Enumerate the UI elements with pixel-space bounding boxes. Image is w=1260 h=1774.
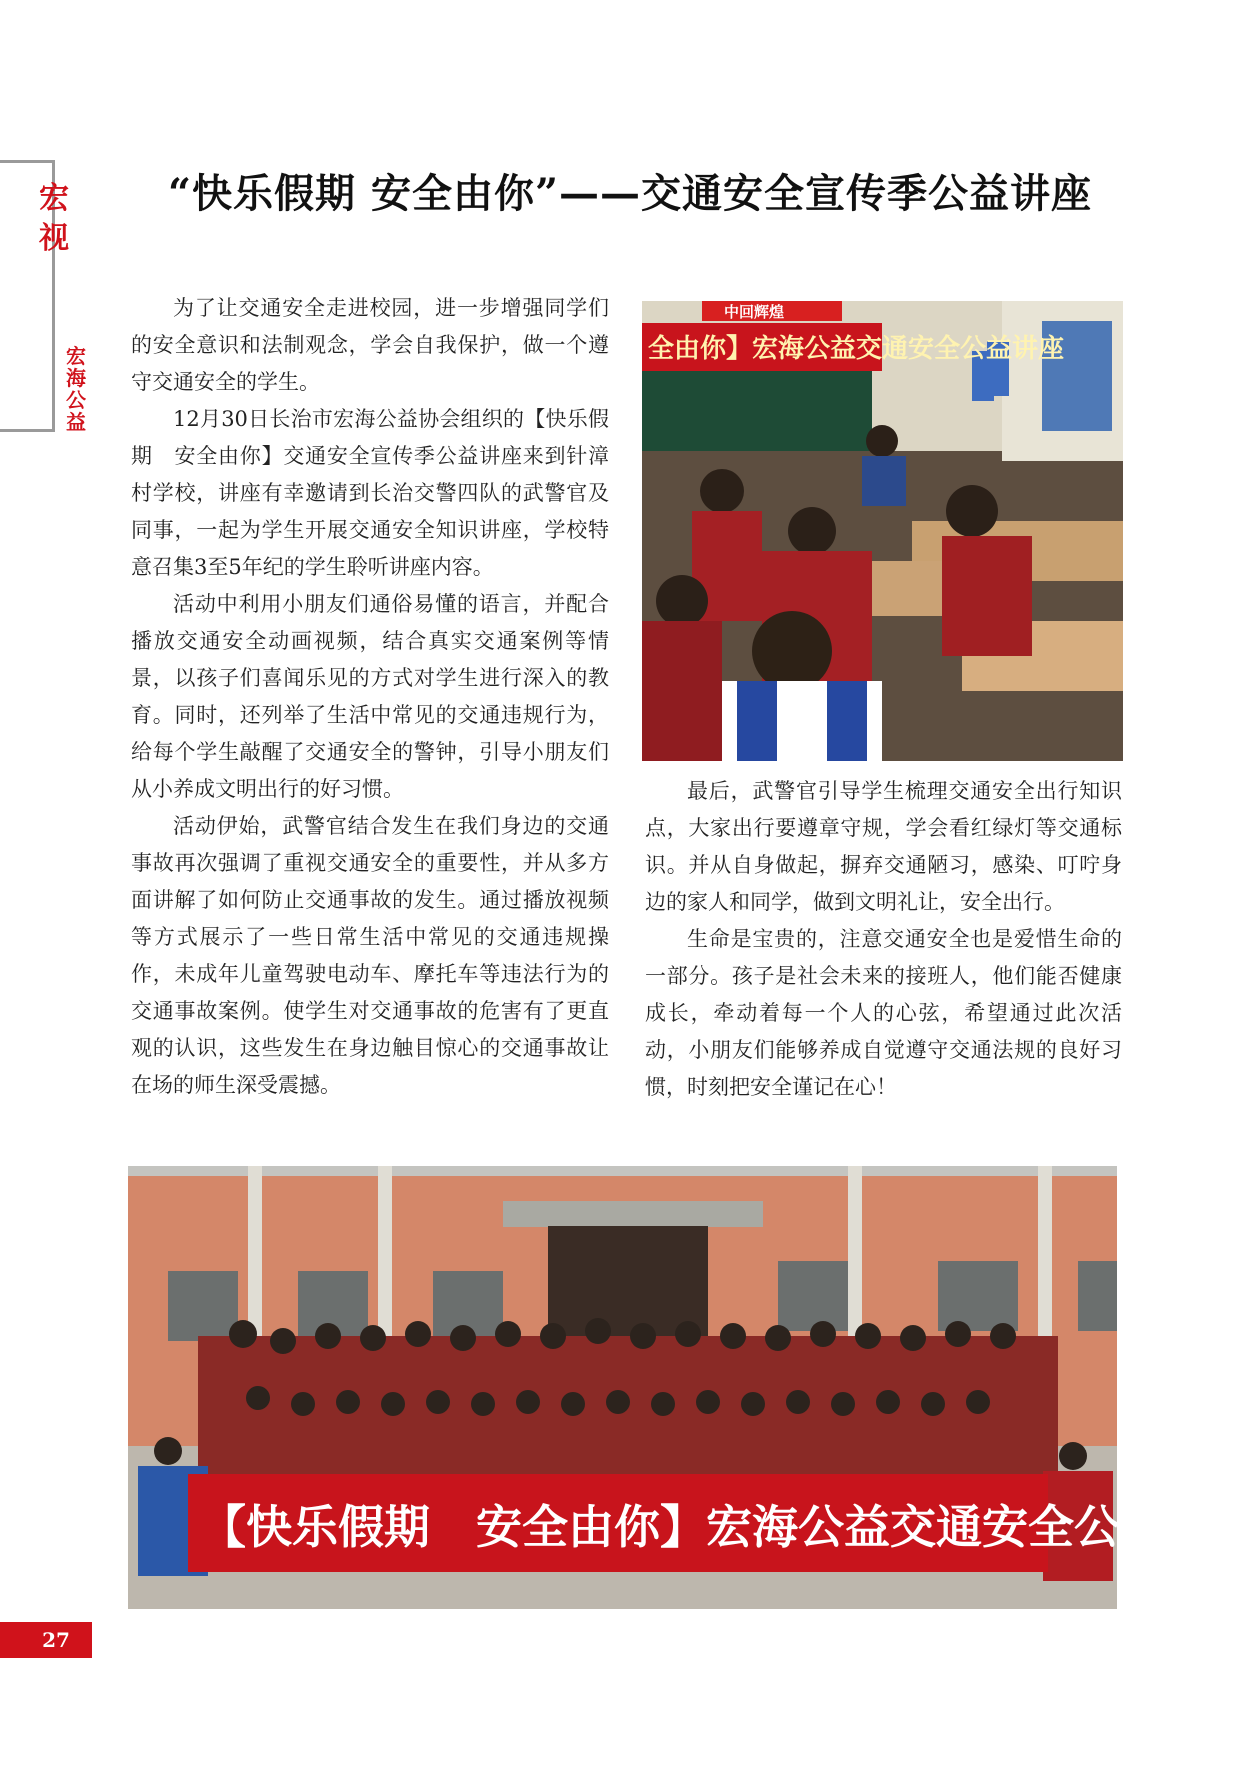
sidebar-column-name: 宏海公益 [66, 344, 86, 434]
page-number: 27 [42, 1628, 70, 1652]
classroom-banner-text: 全由你】宏海公益交通安全公益讲座 [648, 334, 1065, 364]
paragraph: 最后，武警官引导学生梳理交通安全出行知识点，大家出行要遵章守规，学会看红绿灯等交通标识。并从自身做起，摒弃交通陋习，感染、叮咛身边的家人和同学，做到文明礼让，安全出行。 [645, 779, 1122, 914]
group-banner-text: 【快乐假期 安全由你】宏海公益交通安全公益讲座 [200, 1500, 1258, 1554]
right-text-column [645, 773, 1122, 1106]
article-title: “快乐假期 安全由你”——交通安全宣传季公益讲座 [168, 170, 1092, 217]
sidebar-section-char-1: 宏 [39, 181, 69, 216]
group-photo [128, 1166, 1258, 1609]
sidebar-section-char-2: 视 [39, 221, 69, 256]
paragraph: 活动伊始，武警官结合发生在我们身边的交通事故再次强调了重视交通安全的重要性，并从多方面讲解了如何防止交通事故的发生。通过播放视频等方式展示了一些日常生活中常见的交通违规操作，未成年儿童驾驶电动车、摩托车等违法行为的交通事故案例。使学生对交通事故的危害有了更直观的认识，这些发生在身边触目惊心的交通事故让在场的师生深受震撼。 [131, 814, 609, 1097]
left-text-column [131, 290, 609, 1104]
paragraph: 为了让交通安全走进校园，进一步增强同学们的安全意识和法制观念，学会自我保护，做一个遵守交通安全的学生。 [131, 296, 609, 394]
paragraph: 生命是宝贵的，注意交通安全也是爱惜生命的一部分。孩子是社会未来的接班人，他们能否健康成长，牵动着每一个人的心弦，希望通过此次活动，小朋友们能够养成自觉遵守交通法规的良好习惯，时刻把安全谨记在心！ [645, 927, 1122, 1099]
sidebar-rule-bottom [0, 429, 52, 432]
paragraph: 12月30日长治市宏海公益协会组织的【快乐假期 安全由你】交通安全宣传季公益讲座来到针漳村学校，讲座有幸邀请到长治交警四队的武警官及同事，一起为学生开展交通安全知识讲座，学校特意召集3至5年纪的学生聆听讲座内容。 [131, 407, 609, 579]
paragraph: 活动中利用小朋友们通俗易懂的语言，并配合播放交通安全动画视频，结合真实交通案例等情景，以孩子们喜闻乐见的方式对学生进行深入的教育。同时，还列举了生活中常见的交通违规行为，给每个学生敲醒了交通安全的警钟，引导小朋友们从小养成文明出行的好习惯。 [131, 592, 609, 801]
classroom-sign-text: 中回辉煌 [724, 303, 785, 321]
classroom-photo [642, 301, 1123, 761]
sidebar-rule-top [0, 160, 52, 163]
